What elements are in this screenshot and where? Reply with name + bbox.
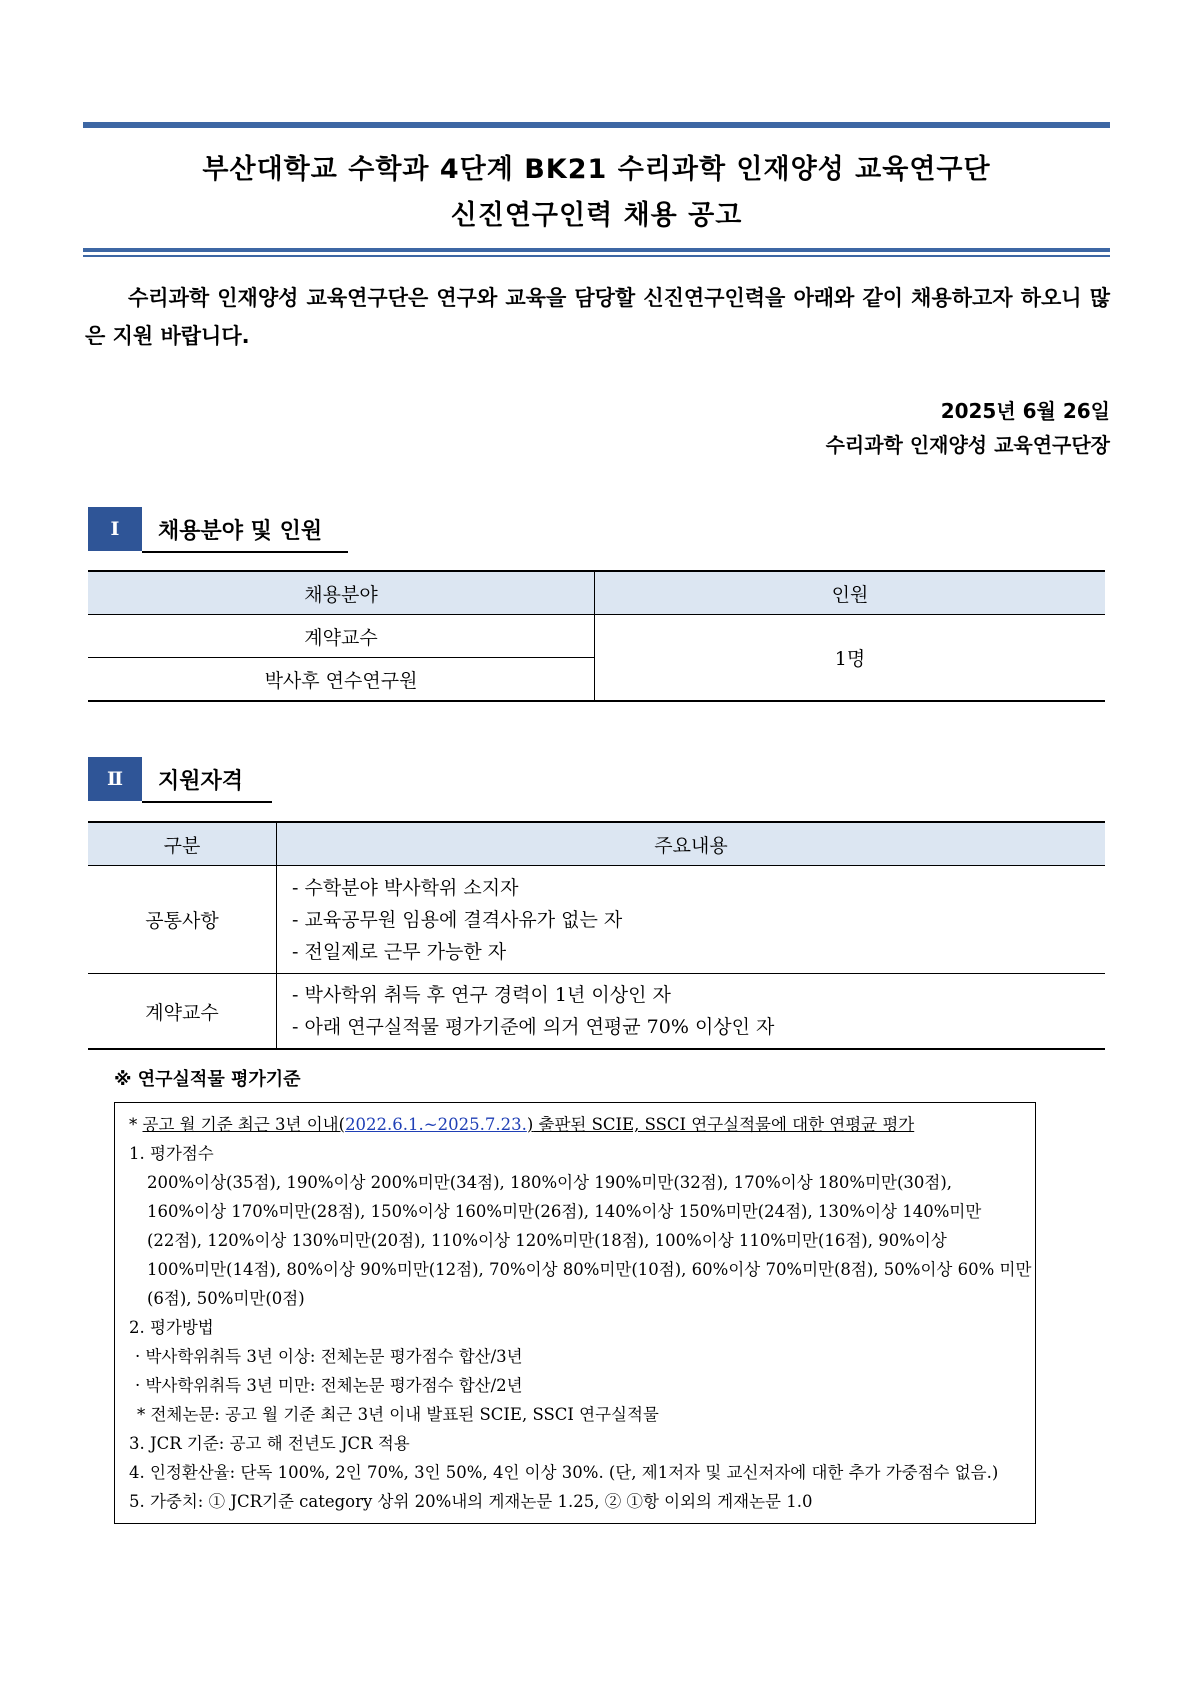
common-requirements-list: [277, 866, 1106, 974]
intro-paragraph: 수리과학 인재양성 교육연구단은 연구와 교육을 담당할 신진연구인력을 아래와 같이 채용하고자 하오니 많은 지원 바랍니다.: [85, 286, 1110, 348]
col-category-header: 구분: [88, 822, 277, 866]
section-2-title: 지원자격: [158, 769, 244, 794]
criteria-s1-line: 200%이상(35점), 190%이상 200%미만(34점), 180%이상 190%미만(32점), 170%이상 180%미만(30점),: [147, 1173, 953, 1192]
criteria-s2-line: · 박사학위취득 3년 미만: 전체논문 평가점수 합산/2년: [135, 1376, 523, 1395]
field-postdoc: 박사후 연수연구원: [88, 658, 595, 702]
criteria-s2-line: * 전체논문: 공고 월 기준 최근 3년 이내 발표된 SCIE, SSCI 연구실적물: [137, 1405, 659, 1424]
contract-professor-label: 계약교수: [88, 974, 277, 1050]
page-title-line1: 부산대학교 수학과 4단계 BK21 수리과학 인재양성 교육연구단: [202, 154, 991, 185]
criteria-heading: ※ 연구실적물 평가기준: [114, 1069, 301, 1090]
criteria-s1-title: 1. 평가점수: [129, 1144, 214, 1163]
col-count-header: 인원: [595, 571, 1106, 615]
criteria-s1-line: (22점), 120%이상 130%미만(20점), 110%이상 120%미만(18점), 100%이상 110%미만(16점), 90%이상: [147, 1231, 947, 1250]
page-title-line2: 신진연구인력 채용 공고: [450, 200, 743, 231]
criteria-s1-line: (6점), 50%미만(0점): [147, 1289, 305, 1308]
col-field-header: 채용분야: [88, 571, 595, 615]
field-contract-professor: 계약교수: [88, 615, 595, 658]
section-1-badge: Ⅰ: [88, 507, 142, 551]
criteria-s1-line: 160%이상 170%미만(28점), 150%이상 160%미만(26점), 140%이상 150%미만(24점), 130%이상 140%미만: [147, 1202, 982, 1221]
title-bottom-rule: [83, 248, 1110, 257]
common-requirements-label: 공통사항: [88, 866, 277, 974]
recruitment-table: [88, 570, 1105, 702]
top-rule: [83, 119, 1110, 128]
list-item: - 아래 연구실적물 평가기준에 의거 연평균 70% 이상인 자: [292, 1016, 775, 1038]
section-2-underline: [142, 801, 272, 803]
date-range-link[interactable]: 2022.6.1.~2025.7.23.: [345, 1115, 527, 1134]
criteria-s5: 5. 가중치: ① JCR기준 category 상위 20%내의 게재논문 1.25, ② ①항 이외의 게재논문 1.0: [129, 1492, 813, 1511]
section-2-badge: Ⅱ: [88, 757, 142, 801]
list-item: - 전일제로 근무 가능한 자: [292, 940, 507, 963]
criteria-s3: 3. JCR 기준: 공고 해 전년도 JCR 적용: [129, 1434, 410, 1453]
criteria-note: * 공고 월 기준 최근 3년 이내(2022.6.1.~2025.7.23.) 출판된 SCIE, SSCI 연구실적물에 대한 연평균 평가: [129, 1115, 915, 1134]
criteria-s4: 4. 인정환산율: 단독 100%, 2인 70%, 3인 50%, 4인 이상 30%. (단, 제1저자 및 교신저자에 대한 추가 가중점수 없음.): [129, 1463, 999, 1482]
issuer: 수리과학 인재양성 교육연구단장: [825, 433, 1110, 457]
criteria-s1-line: 100%미만(14점), 80%이상 90%미만(12점), 70%이상 80%미만(10점), 60%이상 70%미만(8점), 50%이상 60% 미만: [147, 1260, 1032, 1279]
list-item: - 수학분야 박사학위 소지자: [292, 876, 519, 899]
criteria-s2-line: · 박사학위취득 3년 이상: 전체논문 평가점수 합산/3년: [135, 1347, 523, 1366]
qualification-table: [88, 821, 1105, 1050]
announcement-date: 2025년 6월 26일: [940, 399, 1110, 423]
col-content-header: 주요내용: [277, 822, 1106, 866]
criteria-box: [114, 1102, 1036, 1524]
list-item: - 박사학위 취득 후 연구 경력이 1년 이상인 자: [292, 984, 671, 1006]
list-item: - 교육공무원 임용에 결격사유가 없는 자: [292, 908, 623, 931]
criteria-s2-title: 2. 평가방법: [129, 1318, 214, 1337]
contract-professor-list: [277, 974, 1106, 1050]
section-1-title: 채용분야 및 인원: [158, 519, 323, 544]
section-1-underline: [142, 551, 348, 553]
headcount: 1명: [595, 615, 1106, 702]
